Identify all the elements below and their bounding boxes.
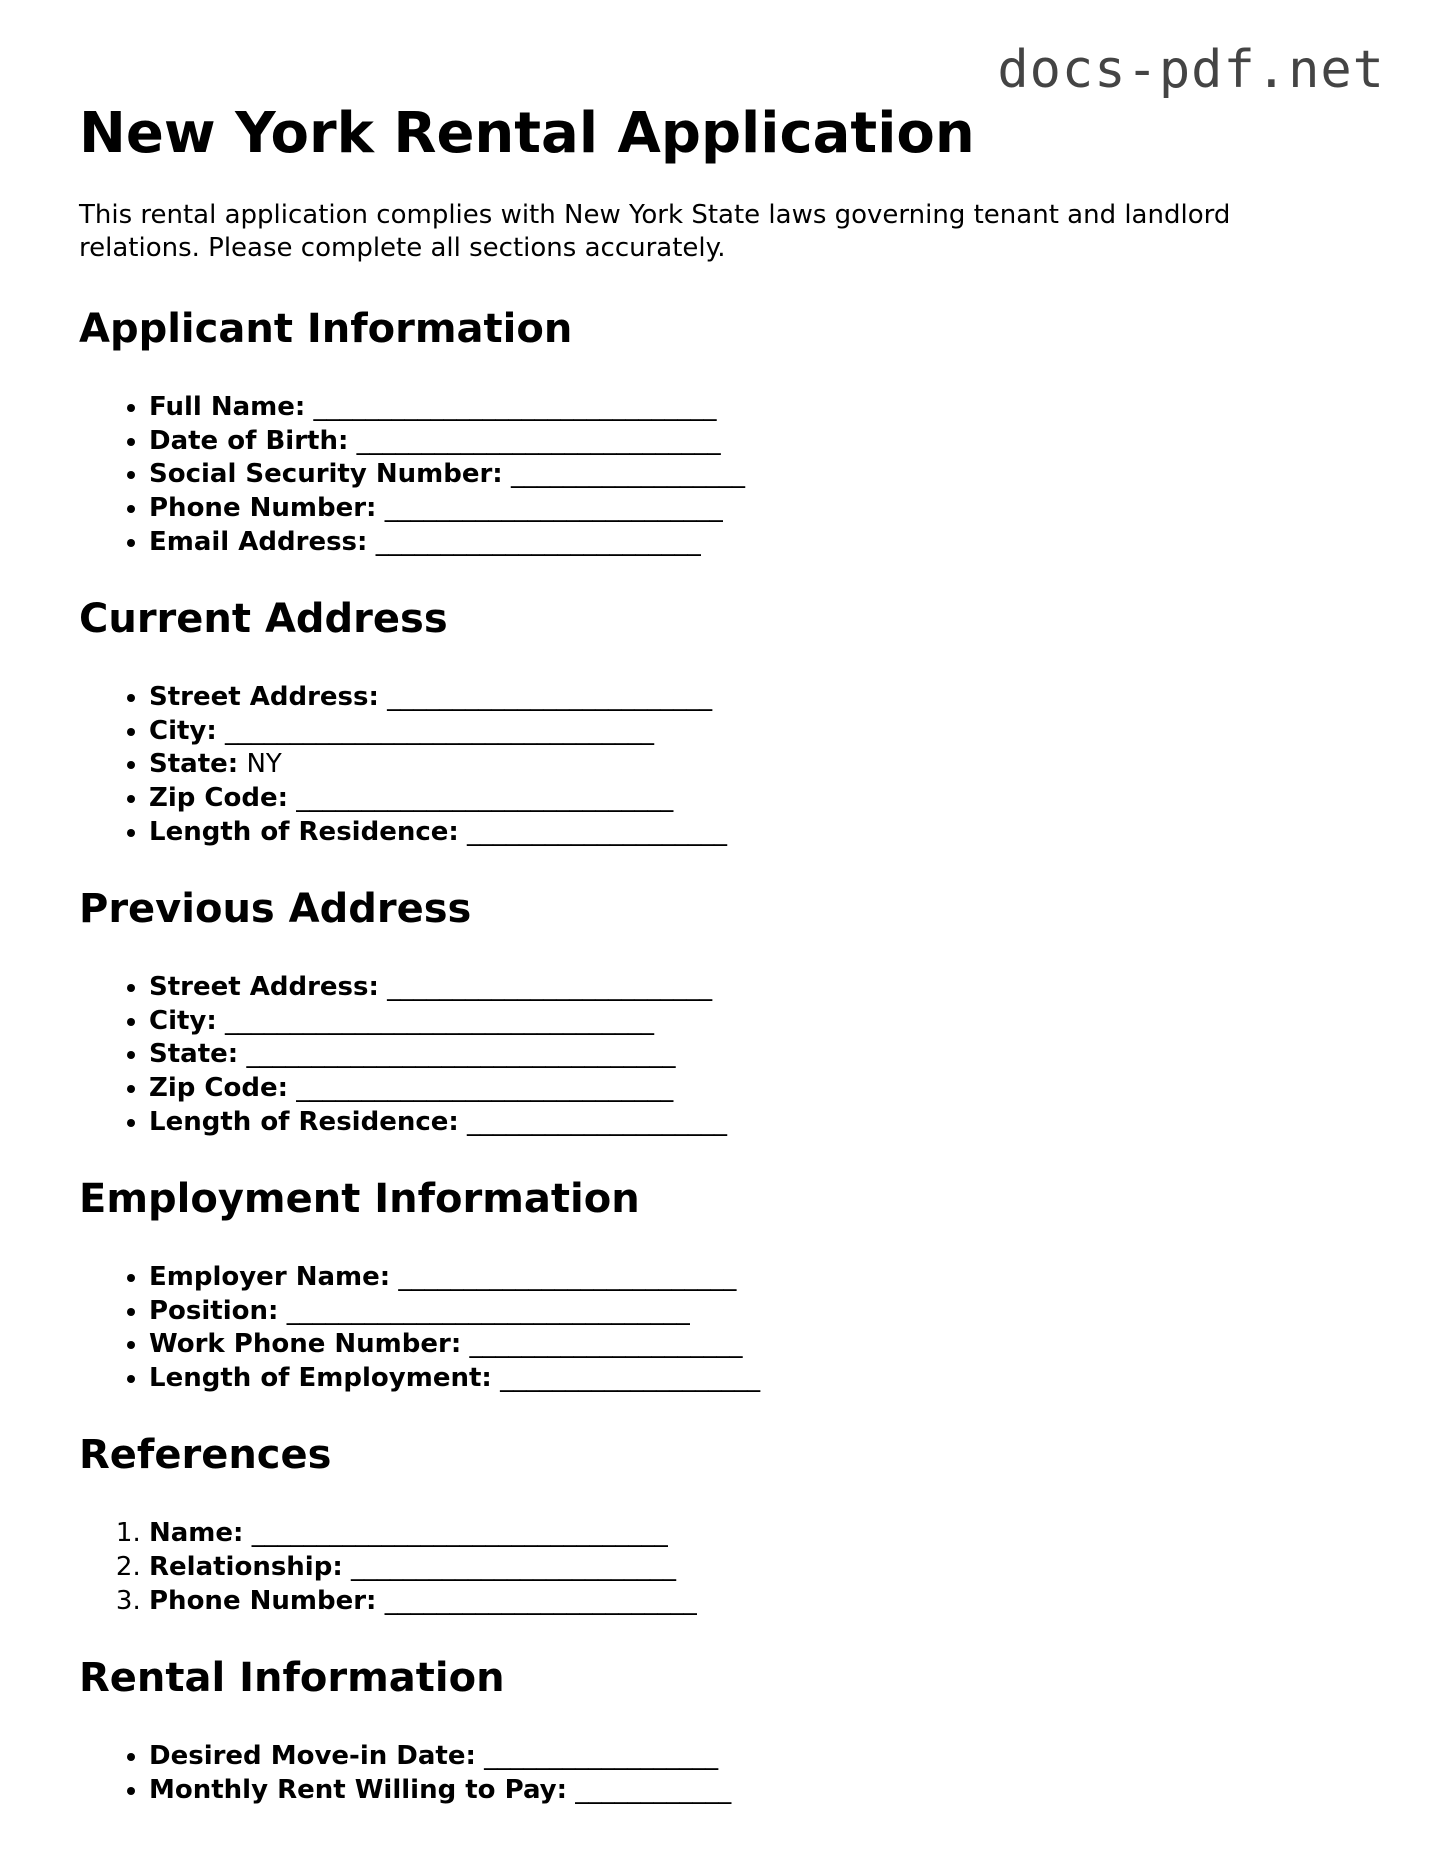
section-heading: References — [79, 1432, 332, 1479]
field-label: Phone Number: — [149, 1585, 377, 1616]
field-blank[interactable]: _______________________________ — [313, 392, 717, 423]
field-blank[interactable]: ____________________ — [500, 1362, 761, 1393]
section-heading: Current Address — [79, 596, 448, 643]
field-blank[interactable]: _________________________ — [387, 682, 713, 713]
section-heading: Rental Information — [79, 1655, 505, 1702]
field-label: Zip Code: — [149, 782, 289, 813]
form-field — [149, 1261, 1369, 1295]
field-blank[interactable]: NY — [246, 749, 282, 780]
form-field — [149, 1362, 1369, 1396]
form-field — [149, 1551, 1369, 1585]
intro-paragraph: This rental application complies with New York State laws governing tenant and landlord relations. Please complete all sections accurately. — [79, 200, 1231, 264]
field-label: Street Address: — [149, 682, 379, 713]
field-blank[interactable]: _________________________________ — [225, 715, 655, 746]
form-field — [149, 1328, 1369, 1362]
form-field — [149, 1517, 1369, 1551]
form-field — [149, 715, 1369, 749]
field-blank[interactable]: _____________________ — [469, 1329, 743, 1360]
form-field — [149, 425, 1369, 459]
field-blank[interactable]: _________________________________ — [246, 1039, 676, 1070]
section-employment-information — [79, 1175, 1369, 1395]
form-field — [149, 1038, 1369, 1072]
field-blank[interactable]: _____________________________ — [296, 1072, 674, 1103]
field-label: Date of Birth: — [149, 425, 349, 456]
field-label: Length of Residence: — [149, 1106, 459, 1137]
field-label: City: — [149, 1005, 217, 1036]
field-label: Length of Residence: — [149, 816, 459, 847]
form-field — [149, 782, 1369, 816]
field-blank[interactable]: ____________________________ — [356, 425, 721, 456]
field-blank[interactable]: _________________________ — [387, 972, 713, 1003]
bullet-list — [79, 971, 1369, 1139]
field-blank[interactable]: __________________ — [510, 459, 745, 490]
form-field — [149, 971, 1369, 1005]
section-rental-information — [79, 1654, 1369, 1807]
form-field — [149, 1106, 1369, 1140]
field-blank[interactable]: ____________________ — [467, 1106, 728, 1137]
bullet-list — [79, 1261, 1369, 1395]
field-label: Monthly Rent Willing to Pay: — [149, 1774, 568, 1805]
field-label: Position: — [149, 1295, 279, 1326]
field-label: State: — [149, 749, 239, 780]
field-label: Phone Number: — [149, 492, 377, 523]
field-label: Employer Name: — [149, 1262, 391, 1293]
form-field — [149, 816, 1369, 850]
section-heading: Previous Address — [79, 886, 472, 933]
field-blank[interactable]: ____________________ — [467, 816, 728, 847]
page-title: New York Rental Application — [79, 101, 975, 166]
field-blank[interactable]: __________________________ — [398, 1262, 737, 1293]
field-label: Street Address: — [149, 972, 379, 1003]
field-label: Desired Move-in Date: — [149, 1741, 476, 1772]
field-blank[interactable]: _______________________________ — [286, 1295, 690, 1326]
form-field — [149, 748, 1369, 782]
field-label: Length of Employment: — [149, 1362, 492, 1393]
field-blank[interactable]: _________________________________ — [225, 1005, 655, 1036]
field-label: Social Security Number: — [149, 459, 503, 490]
form-field — [149, 1005, 1369, 1039]
section-applicant-information — [79, 305, 1369, 559]
field-blank[interactable]: __________________ — [484, 1741, 719, 1772]
field-blank[interactable]: _________________________ — [375, 526, 701, 557]
field-label: Email Address: — [149, 526, 368, 557]
field-blank[interactable]: __________________________ — [384, 492, 723, 523]
numbered-list — [79, 1517, 1369, 1618]
watermark: docs-pdf.net — [997, 40, 1385, 100]
form-field — [149, 1072, 1369, 1106]
section-current-address — [79, 595, 1369, 849]
field-blank[interactable]: _____________________________ — [296, 782, 674, 813]
section-heading: Employment Information — [79, 1176, 640, 1223]
document-page — [79, 100, 1369, 1807]
field-label: Relationship: — [149, 1552, 343, 1583]
field-blank[interactable]: ____________ — [575, 1774, 732, 1805]
form-field — [149, 681, 1369, 715]
form-field — [149, 458, 1369, 492]
form-field — [149, 391, 1369, 425]
form-field — [149, 1774, 1369, 1808]
section-previous-address — [79, 885, 1369, 1139]
form-field — [149, 1585, 1369, 1619]
form-field — [149, 526, 1369, 560]
field-blank[interactable]: ________________________ — [384, 1585, 697, 1616]
field-label: Zip Code: — [149, 1072, 289, 1103]
form-field — [149, 1740, 1369, 1774]
sections-container — [79, 305, 1369, 1807]
bullet-list — [79, 391, 1369, 559]
field-label: State: — [149, 1039, 239, 1070]
field-label: Name: — [149, 1518, 244, 1549]
bullet-list — [79, 681, 1369, 849]
section-heading: Applicant Information — [79, 306, 573, 353]
field-label: City: — [149, 715, 217, 746]
bullet-list — [79, 1740, 1369, 1807]
form-field — [149, 492, 1369, 526]
section-references — [79, 1431, 1369, 1618]
field-blank[interactable]: ________________________________ — [251, 1518, 668, 1549]
field-blank[interactable]: _________________________ — [351, 1552, 676, 1583]
form-field — [149, 1295, 1369, 1329]
field-label: Full Name: — [149, 392, 306, 423]
field-label: Work Phone Number: — [149, 1329, 462, 1360]
